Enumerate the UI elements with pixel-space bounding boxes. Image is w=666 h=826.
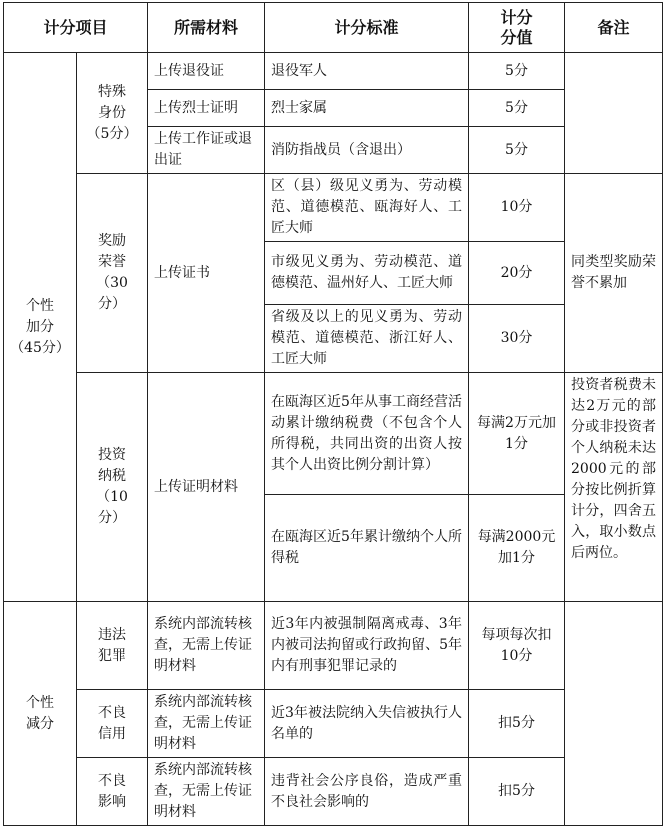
- score-cell: 5分: [469, 127, 565, 174]
- deduction-item-line2: 犯罪: [98, 647, 126, 664]
- header-row: [4, 3, 663, 53]
- material-cell: 系统内部流转核查，无需上传证明材料: [148, 758, 265, 826]
- deduction-item-line1: 不良: [98, 704, 126, 721]
- table-row: [4, 758, 663, 826]
- deduction-item-line1: 不良: [98, 772, 126, 789]
- score-cell: 扣5分: [469, 758, 565, 826]
- bonus-category: [4, 53, 77, 602]
- standard-cell: 省级及以上的见义勇为、劳动模范、道德模范、浙江好人、工匠大师: [265, 305, 469, 373]
- identity-label-2: 身份: [98, 104, 126, 121]
- header-remark: 备注: [565, 3, 663, 53]
- standard-cell: 在瓯海区近5年累计缴纳个人所得税: [265, 495, 469, 602]
- identity-label-1: 特殊: [98, 83, 126, 100]
- header-item: 计分项目: [4, 3, 148, 53]
- table-row: [4, 174, 663, 242]
- deduction-item-line2: 信用: [98, 725, 126, 742]
- score-cell: 20分: [469, 242, 565, 305]
- identity-label-3: （5分）: [86, 125, 138, 142]
- deduction-label-1: 个性: [26, 694, 54, 711]
- standard-cell: 消防指战员（含退出）: [265, 127, 469, 174]
- deduction-item: [77, 602, 148, 690]
- deduction-category: [4, 602, 77, 826]
- deduction-label-2: 减分: [26, 715, 54, 732]
- table-row: [4, 602, 663, 690]
- standard-cell: 退役军人: [265, 53, 469, 90]
- scoring-table: [3, 2, 663, 826]
- bonus-label-2: 加分: [26, 318, 54, 335]
- header-score-line1: 计分: [500, 7, 533, 27]
- header-standard: 计分标准: [265, 3, 469, 53]
- remark-cell-empty: [565, 53, 663, 174]
- header-score-line2: 分值: [500, 27, 533, 47]
- tax-label-2: 纳税: [98, 468, 126, 484]
- honor-label-1: 奖励: [98, 233, 126, 249]
- score-cell: 扣5分: [469, 690, 565, 758]
- tax-label-3: （10: [96, 489, 128, 505]
- material-cell: 上传烈士证明: [148, 90, 265, 127]
- tax-label-1: 投资: [98, 447, 126, 463]
- honor-label-3: （30: [96, 275, 128, 291]
- header-materials: 所需材料: [148, 3, 265, 53]
- table-row: [4, 53, 663, 90]
- deduction-item-line2: 影响: [98, 793, 126, 810]
- honor-label-2: 荣誉: [98, 254, 126, 270]
- standard-cell: 市级见义勇为、劳动模范、道德模范、温州好人、工匠大师: [265, 242, 469, 305]
- header-score: [469, 3, 565, 53]
- bonus-label-3: （45分）: [10, 339, 70, 356]
- deduction-item-line1: 违法: [98, 626, 126, 643]
- remark-cell: 投资者税费未达2万元的部分或非投资者个人纳税未达2000元的部分按比例折算计分，四舍五入，取小数点后两位。: [565, 373, 663, 602]
- standard-cell: 近3年内被强制隔离戒毒、3年内被司法拘留或行政拘留、5年内有刑事犯罪记录的: [265, 602, 469, 690]
- remark-cell-empty: [565, 602, 663, 826]
- score-cell: 每项每次扣10分: [469, 602, 565, 690]
- score-cell: 5分: [469, 53, 565, 90]
- tax-subcategory: [77, 373, 148, 602]
- standard-cell: 区（县）级见义勇为、劳动模范、道德模范、瓯海好人、工匠大师: [265, 174, 469, 242]
- material-cell: 系统内部流转核查，无需上传证明材料: [148, 690, 265, 758]
- score-cell: 每满2万元加1分: [469, 373, 565, 495]
- material-cell: 上传证书: [148, 174, 265, 373]
- standard-cell: 近3年被法院纳入失信被执行人名单的: [265, 690, 469, 758]
- score-cell: 5分: [469, 90, 565, 127]
- material-cell: 上传工作证或退出证: [148, 127, 265, 174]
- material-cell: 系统内部流转核查，无需上传证明材料: [148, 602, 265, 690]
- table-row: [4, 690, 663, 758]
- remark-cell: 同类型奖励荣誉不累加: [565, 174, 663, 373]
- standard-cell: 违背社会公序良俗，造成严重不良社会影响的: [265, 758, 469, 826]
- score-cell: 10分: [469, 174, 565, 242]
- deduction-item: [77, 690, 148, 758]
- honor-subcategory: [77, 174, 148, 373]
- material-cell: 上传退役证: [148, 53, 265, 90]
- identity-subcategory: [77, 53, 148, 174]
- score-cell: 每满2000元加1分: [469, 495, 565, 602]
- table-row: [4, 373, 663, 495]
- standard-cell: 在瓯海区近5年从事工商经营活动累计缴纳税费（不包含个人所得税，共同出资的出资人按其个人出资比例分割计算）: [265, 373, 469, 495]
- score-cell: 30分: [469, 305, 565, 373]
- tax-label-4: 分）: [98, 510, 126, 526]
- honor-label-4: 分）: [98, 296, 126, 312]
- standard-cell: 烈士家属: [265, 90, 469, 127]
- bonus-label-1: 个性: [26, 297, 54, 314]
- deduction-item: [77, 758, 148, 826]
- material-cell: 上传证明材料: [148, 373, 265, 602]
